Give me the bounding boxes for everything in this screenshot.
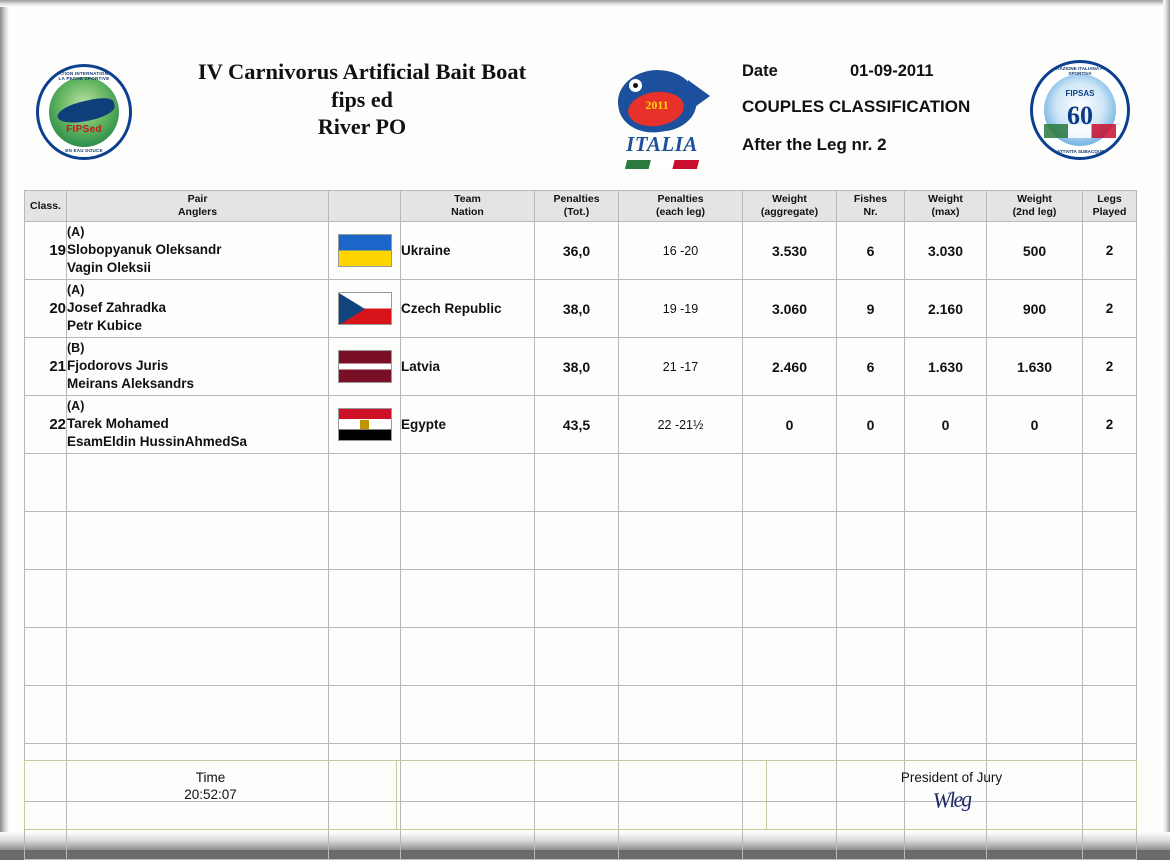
latvia-flag-icon — [338, 350, 392, 383]
header-penleg-line1: Penalties — [657, 193, 704, 206]
row-angler-1: Tarek Mohamed — [67, 415, 169, 431]
empty-cell — [401, 512, 535, 570]
row-angler-2: EsamEldin HussinAhmedSa — [67, 433, 248, 449]
footer-middle-cell — [397, 761, 767, 830]
row-legs-played: 2 — [1083, 222, 1137, 280]
president-label: President of Jury — [900, 770, 1003, 785]
fipsed-logo-name: FIPSed — [66, 124, 102, 135]
fipsed-ring-bottom: EN EAU DOUCE — [65, 148, 103, 153]
egypt-flag-icon — [338, 408, 392, 441]
document-header — [22, 38, 1142, 178]
empty-cell — [1083, 570, 1137, 628]
paper-edge-left — [0, 0, 9, 850]
empty-cell — [743, 570, 837, 628]
empty-cell — [535, 570, 619, 628]
row-penalties-each-leg: 16 -20 — [619, 222, 743, 280]
row-penalties-each-leg: 22 -21½ — [619, 396, 743, 454]
row-fishes: 9 — [837, 280, 905, 338]
table-row — [25, 222, 1137, 280]
empty-cell — [67, 512, 329, 570]
empty-cell — [905, 570, 987, 628]
title-line-3: River PO — [317, 114, 407, 140]
empty-cell — [743, 628, 837, 686]
table-row — [25, 280, 1137, 338]
row-weight-2nd-leg: 0 — [987, 396, 1083, 454]
row-team: Czech Republic — [401, 280, 535, 338]
header-pentot-line1: Penalties — [553, 193, 600, 206]
empty-cell — [67, 628, 329, 686]
row-flag-cell — [329, 338, 401, 396]
empty-cell — [743, 686, 837, 744]
czech-republic-flag-icon — [338, 292, 392, 325]
table-row — [25, 338, 1137, 396]
header-team-line2: Nation — [451, 206, 484, 218]
mascot-year-label: 2011 — [645, 98, 669, 112]
header-weight-aggregate — [743, 191, 837, 222]
header-wagg-line2: (aggregate) — [760, 206, 819, 218]
row-penalties-total: 38,0 — [535, 338, 619, 396]
empty-cell — [619, 570, 743, 628]
row-weight-max: 0 — [905, 396, 987, 454]
mascot-fish-tail — [688, 80, 710, 112]
footer-president-cell — [767, 761, 1137, 830]
row-weight-max: 1.630 — [905, 338, 987, 396]
date-row — [742, 62, 1072, 81]
mascot-fish-eye — [628, 78, 643, 93]
president-signature: Wleg — [932, 786, 971, 813]
row-anglers — [67, 396, 329, 454]
empty-cell — [837, 570, 905, 628]
empty-cell — [905, 512, 987, 570]
header-penleg-line2: (each leg) — [655, 206, 705, 218]
header-pentot-line2: (Tot.) — [563, 206, 590, 218]
row-penalties-each-leg: 19 -19 — [619, 280, 743, 338]
empty-cell — [1083, 686, 1137, 744]
row-weight-aggregate: 2.460 — [743, 338, 837, 396]
row-class: 22 — [25, 396, 67, 454]
header-wagg-line1: Weight — [772, 193, 807, 206]
row-team: Latvia — [401, 338, 535, 396]
document-footer — [24, 760, 1136, 830]
row-weight-2nd-leg: 1.630 — [987, 338, 1083, 396]
empty-cell — [329, 686, 401, 744]
header-class-line1: Class. — [30, 199, 61, 212]
header-pair-line2: Anglers — [177, 206, 218, 218]
row-team: Ukraine — [401, 222, 535, 280]
fipsed-logo-ring-text — [39, 67, 129, 157]
row-group: (A) — [67, 399, 85, 414]
row-weight-max: 3.030 — [905, 222, 987, 280]
row-penalties-total: 43,5 — [535, 396, 619, 454]
table-row-empty — [25, 512, 1137, 570]
header-fishes-line1: Fishes — [853, 193, 888, 206]
empty-cell — [329, 628, 401, 686]
header-team-nation — [401, 191, 535, 222]
fipsas-ring-bottom: E ATTIVITA SUBACQUEE — [1052, 149, 1108, 154]
row-anglers — [67, 280, 329, 338]
fipsas-anniversary-number: 60 — [1067, 101, 1093, 130]
row-group: (B) — [67, 341, 85, 356]
row-anglers — [67, 338, 329, 396]
empty-cell — [905, 628, 987, 686]
paper-edge-right — [1163, 0, 1170, 850]
empty-cell — [329, 570, 401, 628]
header-weight-2nd-leg — [987, 191, 1083, 222]
empty-cell — [67, 570, 329, 628]
italian-flag-icon — [625, 160, 699, 169]
row-legs-played: 2 — [1083, 280, 1137, 338]
row-weight-2nd-leg: 500 — [987, 222, 1083, 280]
table-row-empty — [25, 570, 1137, 628]
row-angler-1: Josef Zahradka — [67, 299, 167, 315]
empty-cell — [987, 628, 1083, 686]
fipsas-logo-name: FIPSAS — [1065, 89, 1095, 98]
row-angler-2: Meirans Aleksandrs — [67, 375, 195, 391]
empty-cell — [25, 512, 67, 570]
header-wmax-line1: Weight — [928, 193, 963, 206]
empty-cell — [987, 570, 1083, 628]
header-team-line1: Team — [454, 193, 481, 206]
header-w2nd-line2: (2nd leg) — [1012, 206, 1057, 218]
empty-cell — [329, 512, 401, 570]
row-angler-1: Fjodorovs Juris — [67, 357, 169, 373]
empty-cell — [401, 628, 535, 686]
ukraine-flag-icon — [338, 234, 392, 267]
classification-label: COUPLES CLASSIFICATION — [742, 97, 971, 116]
header-pair-line1: Pair — [187, 193, 208, 206]
paper-edge-top — [0, 0, 1170, 7]
title-line-2: fips ed — [331, 86, 393, 112]
empty-cell — [25, 628, 67, 686]
fipsas-ring-top: FEDERAZIONE ITALIANA PESCA SPORTIVA — [1043, 66, 1117, 76]
header-legs-line2: Played — [1092, 206, 1127, 218]
empty-cell — [743, 454, 837, 512]
row-legs-played: 2 — [1083, 396, 1137, 454]
time-value: 20:52:07 — [184, 787, 237, 802]
empty-cell — [743, 512, 837, 570]
empty-cell — [535, 686, 619, 744]
row-flag-cell — [329, 280, 401, 338]
empty-cell — [1083, 454, 1137, 512]
row-flag-cell — [329, 222, 401, 280]
date-value: 01-09-2011 — [850, 62, 934, 80]
empty-cell — [619, 454, 743, 512]
empty-cell — [1083, 512, 1137, 570]
empty-cell — [25, 570, 67, 628]
empty-cell — [837, 628, 905, 686]
empty-cell — [67, 686, 329, 744]
row-angler-2: Vagin Oleksii — [67, 259, 152, 275]
empty-cell — [535, 628, 619, 686]
table-row-empty — [25, 686, 1137, 744]
empty-cell — [535, 454, 619, 512]
row-team: Egypte — [401, 396, 535, 454]
empty-cell — [619, 512, 743, 570]
event-mascot-icon — [602, 62, 722, 184]
document-meta — [742, 62, 1072, 173]
empty-cell — [837, 454, 905, 512]
row-fishes: 0 — [837, 396, 905, 454]
row-fishes: 6 — [837, 222, 905, 280]
empty-cell — [401, 570, 535, 628]
empty-cell — [25, 454, 67, 512]
empty-cell — [619, 628, 743, 686]
empty-cell — [905, 686, 987, 744]
empty-cell — [619, 686, 743, 744]
time-label: Time — [195, 770, 226, 785]
row-weight-2nd-leg: 900 — [987, 280, 1083, 338]
empty-cell — [25, 686, 67, 744]
header-flag — [329, 191, 401, 222]
footer-time-cell — [25, 761, 397, 830]
leg-label: After the Leg nr. 2 — [742, 135, 887, 154]
row-group: (A) — [67, 283, 85, 298]
table-row-empty — [25, 628, 1137, 686]
header-wmax-line2: (max) — [931, 206, 960, 218]
row-class: 21 — [25, 338, 67, 396]
row-penalties-total: 38,0 — [535, 280, 619, 338]
document-title — [162, 58, 562, 140]
header-legs-played — [1083, 191, 1137, 222]
header-fishes-line2: Nr. — [863, 206, 878, 218]
row-flag-cell — [329, 396, 401, 454]
table-row — [25, 396, 1137, 454]
row-fishes: 6 — [837, 338, 905, 396]
row-penalties-each-leg: 21 -17 — [619, 338, 743, 396]
date-label: Date — [742, 62, 778, 80]
row-group: (A) — [67, 225, 85, 240]
fipsas-logo — [1030, 60, 1130, 160]
row-weight-aggregate: 3.530 — [743, 222, 837, 280]
table-header-row — [25, 191, 1137, 222]
row-anglers — [67, 222, 329, 280]
empty-cell — [987, 686, 1083, 744]
empty-cell — [401, 454, 535, 512]
empty-cell — [401, 686, 535, 744]
header-w2nd-line1: Weight — [1017, 193, 1052, 206]
header-weight-max — [905, 191, 987, 222]
header-penalties-each-leg — [619, 191, 743, 222]
empty-cell — [837, 512, 905, 570]
title-line-1: IV Carnivorus Artificial Bait Boat — [197, 59, 527, 84]
empty-cell — [987, 512, 1083, 570]
empty-cell — [987, 454, 1083, 512]
empty-cell — [905, 454, 987, 512]
row-angler-1: Slobopyanuk Oleksandr — [67, 241, 222, 257]
empty-cell — [535, 512, 619, 570]
empty-cell — [1083, 628, 1137, 686]
row-angler-2: Petr Kubice — [67, 317, 143, 333]
header-class — [25, 191, 67, 222]
empty-cell — [67, 454, 329, 512]
header-legs-line1: Legs — [1097, 193, 1122, 206]
row-weight-max: 2.160 — [905, 280, 987, 338]
empty-cell — [837, 686, 905, 744]
row-weight-aggregate: 3.060 — [743, 280, 837, 338]
fipsed-ring-top: FEDERATION INTERNATIONALE DE LA PECHE SPORTIVE — [41, 71, 127, 81]
row-class: 20 — [25, 280, 67, 338]
fipsed-logo — [36, 64, 132, 160]
header-penalties-total — [535, 191, 619, 222]
mascot-country-label: ITALIA — [626, 132, 698, 156]
row-legs-played: 2 — [1083, 338, 1137, 396]
footer-table — [24, 760, 1137, 830]
empty-cell — [329, 454, 401, 512]
table-row-empty — [25, 454, 1137, 512]
row-class: 19 — [25, 222, 67, 280]
row-penalties-total: 36,0 — [535, 222, 619, 280]
header-pair-anglers — [67, 191, 329, 222]
header-fishes-nr — [837, 191, 905, 222]
row-weight-aggregate: 0 — [743, 396, 837, 454]
